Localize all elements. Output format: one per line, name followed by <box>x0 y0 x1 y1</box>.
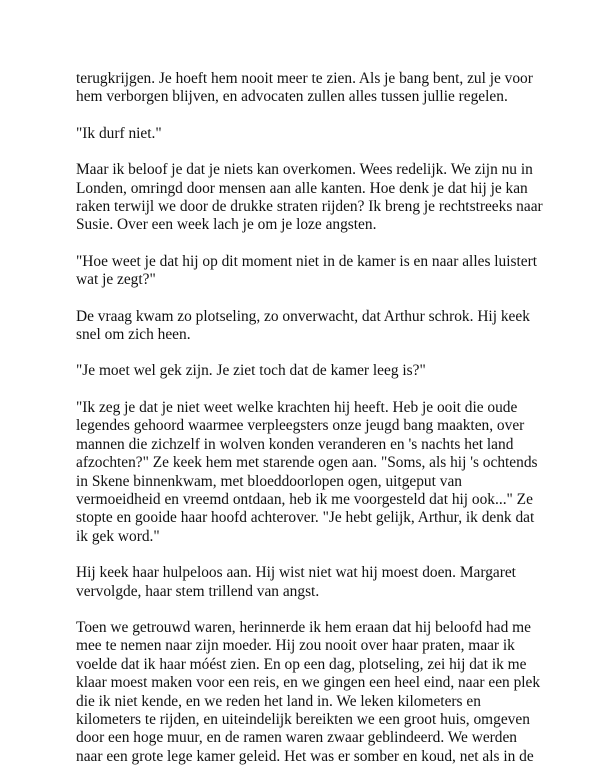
paragraph <box>76 70 538 107</box>
text-line: hem verborgen blijven, en advocaten zullen alles tussen jullie regelen. <box>76 88 508 106</box>
text-line: "Ik durf niet." <box>76 124 162 142</box>
text-line: terugkrijgen. Je hoeft hem nooit meer te zien. Als je bang bent, zul je voor <box>76 70 533 87</box>
paragraph <box>76 399 538 546</box>
text-line: in Skene binnenkwam, met bloeddoorlopen ogen, uitgeput van <box>76 472 462 490</box>
text-line: Susie. Over een week lach je om je loze angsten. <box>76 216 377 234</box>
text-line: klaar moest maken voor een reis, en we gingen een heel eind, naar een plek <box>76 674 541 692</box>
text-line: raken terwijl we door de drukke straten rijden? Ik breng je rechtstreeks naar <box>76 198 543 216</box>
text-line: wat je zegt?" <box>76 271 156 289</box>
text-line: Maar ik beloof je dat je niets kan overkomen. Wees redelijk. We zijn nu in <box>76 161 533 179</box>
text-line: De vraag kwam zo plotseling, zo onverwacht, dat Arthur schrok. Hij keek <box>76 307 530 325</box>
text-line: snel om zich heen. <box>76 326 191 344</box>
text-line: "Hoe weet je dat hij op dit moment niet in de kamer is en naar alles luistert <box>76 252 538 270</box>
text-line: afzochten?" Ze keek hem met starende ogen aan. "Soms, als hij 's ochtends <box>76 454 538 472</box>
paragraph <box>76 564 538 601</box>
text-line: mannen die zichzelf in wolven konden veranderen en 's nachts het land <box>76 435 514 453</box>
body-text <box>76 70 543 784</box>
text-line: "Je moet wel gek zijn. Je ziet toch dat de kamer leeg is?" <box>76 362 426 380</box>
text-line: vermoeidheid en vreemd ontdaan, heb ik me voorgesteld dat hij ook..." Ze <box>76 490 533 508</box>
text-line: Londen, omringd door mensen aan alle kanten. Hoe denk je dat hij je kan <box>76 179 528 197</box>
text-line: voelde dat ik haar móést zien. En op een dag, plotseling, zei hij dat ik me <box>76 655 527 673</box>
text-line: door een hoge muur, en de ramen waren zwaar geblindeerd. We werden <box>76 729 517 747</box>
paragraph <box>76 125 538 143</box>
text-line: mee te nemen naar zijn moeder. Hij zou nooit over haar praten, maar ik <box>76 637 515 655</box>
paragraph <box>76 362 538 380</box>
text-line: stopte en gooide haar hoofd achterover. "Je hebt gelijk, Arthur, ik denk dat <box>76 509 535 527</box>
paragraph <box>76 618 541 766</box>
paragraph <box>76 253 538 290</box>
text-line: legendes gehoord waarmee verpleegsters onze jeugd bang maakten, over <box>76 417 525 435</box>
text-line: Hij keek haar hulpeloos aan. Hij wist niet wat hij moest doen. Margaret <box>76 564 516 582</box>
text-line: Toen we getrouwd waren, herinnerde ik hem eraan dat hij beloofd had me <box>76 618 531 636</box>
text-line: "Ik zeg je dat je niet weet welke krachten hij heeft. Heb je ooit die oude <box>76 398 518 416</box>
paragraph <box>76 161 543 235</box>
text-line: ik gek word." <box>76 527 160 545</box>
text-line: kilometers te rijden, en uiteindelijk bereikten we een groot huis, omgeven <box>76 710 530 728</box>
text-line: naar een grote lege kamer geleid. Het was er somber en koud, net als in de <box>76 747 534 765</box>
text-line: vervolgde, haar stem trillend van angst. <box>76 582 320 600</box>
text-line: die ik niet kende, en we reden het land in. We leken kilometers en <box>76 692 481 710</box>
paragraph <box>76 308 538 345</box>
